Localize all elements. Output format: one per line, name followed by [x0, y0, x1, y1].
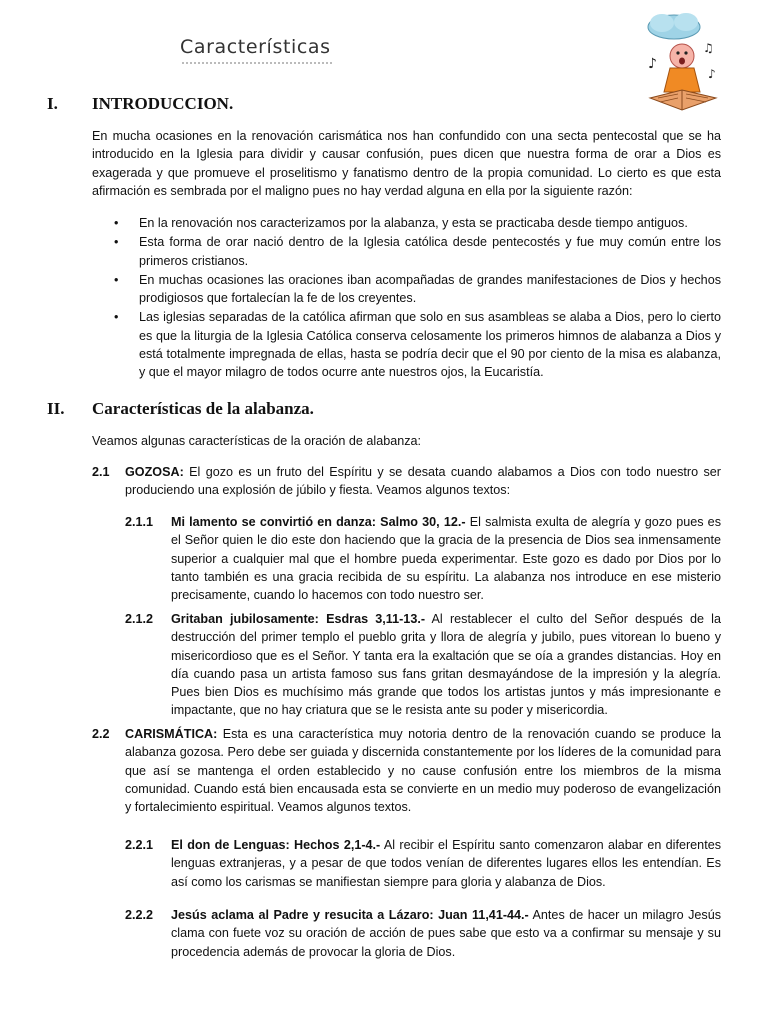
- subsection-number: 2.1.1: [125, 515, 154, 529]
- subsection-2-1-2: [125, 610, 721, 722]
- bullet-icon: •: [114, 235, 119, 250]
- subsection-body: CARISMÁTICA: Esta es una característica muy notoria dentro de la renovación cuando se produce la alabanza gozosa. Pero debe ser guiada y discernida constantemente por los líderes de la comunidad para que así se mantenga el orden establecido y no cause confusión entre los miembros de la misma comunidad. Cuando está bien encausada esta se convierte en un medio muy poderoso de evangelización y fortalecimiento espiritual. Veamos algunos textos.: [125, 727, 721, 815]
- subsection-2-2-2: [125, 906, 721, 964]
- subsection-2-2-1: [125, 836, 721, 894]
- subsection-2-1: [92, 463, 721, 503]
- svg-text:♪: ♪: [708, 67, 716, 81]
- section-number: II.: [47, 399, 65, 418]
- subsection-body: GOZOSA: El gozo es un fruto del Espíritu y se desata cuando alabamos a Dios con todo nuestro ser produciendo una explosión de júbilo y fiesta. Veamos algunos textos:: [125, 465, 721, 498]
- subsection-body: Mi lamento se convirtió en danza: Salmo 30, 12.- El salmista exulta de alegría y gozo pues es el Señor quien le dio este don haciendo que la gracia de la presencia de Dios sea inmensamente superior a cualquier mal que el hombre pueda experimentar. Este gozo es dado por Dios por lo tanto también es una gracia recibida de su espíritu. La alabanza nos introduce en ese misterio precisamente, cuando lo hacemos con todo nuestro ser.: [171, 515, 721, 603]
- list-item: • Esta forma de orar nació dentro de la Iglesia católica desde pentecostés y fue muy común entre los primeros cristianos.: [114, 235, 721, 268]
- subsection-2-2: [92, 725, 721, 820]
- subsection-body: El don de Lenguas: Hechos 2,1-4.- Al recibir el Espíritu santo comenzaron alabar en diferentes lenguas extranjeras, y a pesar de que todos venían de diferentes lugares ellos les entendían. Es así como los carismas se manifiestan siempre para gloria y alabanza de Dios.: [171, 838, 721, 889]
- subsection-number: 2.1.2: [125, 612, 154, 626]
- subsection-number: 2.2.2: [125, 908, 154, 922]
- section-title: INTRODUCCION.: [92, 94, 234, 113]
- list-item: • En la renovación nos caracterizamos por la alabanza, y esta se practicaba desde tiempo antiguos.: [114, 214, 721, 232]
- subsection-body: Jesús aclama al Padre y resucita a Lázaro: Juan 11,41-44.- Antes de hacer un milagro Jesús clama con fuete voz su oración de acción de pues sabe que esto va a confirmar su mensaje y su procedencia además de provocar la gloria de Dios.: [171, 908, 721, 959]
- subsection-2-1-1: [125, 513, 721, 608]
- intro-paragraph: En mucha ocasiones en la renovación carismática nos han confundido con una secta pentecostal que se ha introducido en la Iglesia para dividir y causar confusión, pues dicen que nuestra forma de orar a Dios es exagerada y que promueve el proselitismo y fanatismo dentro de la propia comunidad. Lo cierto es que esta afirmación es sembrada por el maligno pues no hay verdad alguna en ella por la siguiente razón:: [92, 129, 721, 198]
- svg-text:♫: ♫: [703, 41, 714, 55]
- subsection-number: 2.2: [92, 727, 110, 741]
- section-number: I.: [47, 94, 58, 113]
- header-title: Características: [180, 36, 331, 58]
- subsection-body: Gritaban jubilosamente: Esdras 3,11-13.- Al restablecer el culto del Señor después de la destrucción del primer templo el pueblo grita y llora de alegría y jubilo, pues vitorean lo bueno y misericordioso que es el Señor. Y tanta era la exaltación que se oía a grandes distancias. Hoy en día cuando pasa un artista famoso sus fans gritan desmayándose de la impresión y la alegría. Pues bien Dios es muchísimo más grande que todos los artistas juntos y más impresionante e impactante, que no hay criatura que se le resista ante su poder y misericordia.: [171, 612, 721, 718]
- subsection-number: 2.2.1: [125, 838, 154, 852]
- bullet-icon: •: [114, 216, 119, 230]
- header-decoration: [182, 62, 332, 68]
- svg-text:♪: ♪: [648, 56, 657, 72]
- bullet-icon: •: [114, 272, 119, 287]
- singing-child-with-book-icon: [640, 10, 726, 114]
- intro-bullet-list: [114, 214, 721, 383]
- bullet-icon: •: [114, 310, 119, 325]
- subsection-number: 2.1: [92, 465, 110, 479]
- section-title: Características de la alabanza.: [92, 399, 314, 418]
- list-item: • Las iglesias separadas de la católica afirman que solo en sus asambleas se alaba a Dios, pero lo cierto es que la liturgia de la Iglesia Católica conserva celosamente los primeros himnos de alabanza a Dios y está totalmente impregnada de ellas, hasta se podría decir que el 90 por ciento de la misa es alabanza, y que el mayor milagro de todos ocurre ante nuestros ojos, la Eucaristía.: [114, 310, 721, 380]
- list-item: • En muchas ocasiones las oraciones iban acompañadas de grandes manifestaciones de Dios y hechos prodigiosos que fortalecían la fe de los creyentes.: [114, 272, 721, 306]
- part2-intro: Veamos algunas características de la oración de alabanza:: [92, 434, 422, 448]
